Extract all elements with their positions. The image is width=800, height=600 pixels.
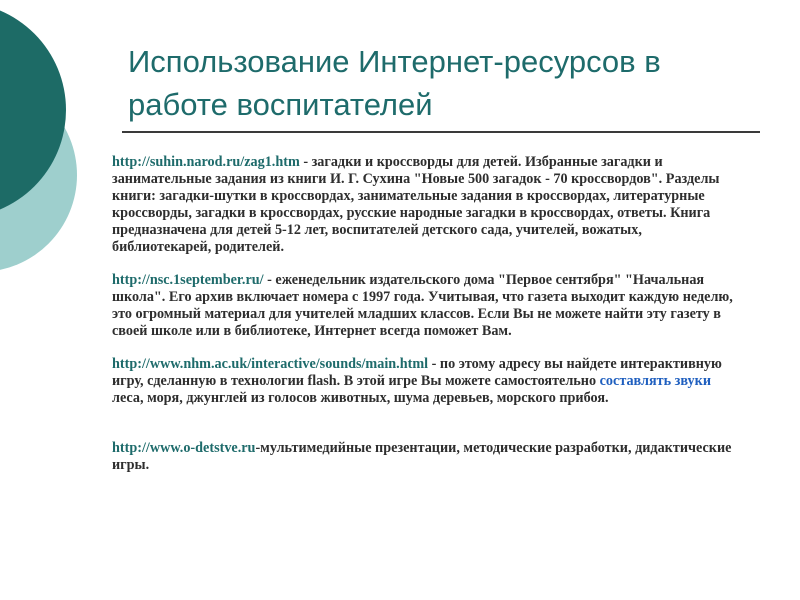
resource-description: - по этому адресу вы найдете интерактивную игру, сделанную в технологии flash. В этой игре Вы можете самостоятельно [112,356,722,389]
resource-item [112,272,742,340]
resource-link-nhm[interactable]: http://www.nhm.ac.uk/interactive/sounds/main.html [112,356,429,372]
resource-description-continued: леса, моря, джунглей из голосов животных, шума деревьев, морского прибоя. [112,390,609,406]
compose-sounds-link[interactable]: составлять звуки [599,373,711,389]
resource-item [112,440,742,474]
title-divider [122,131,760,133]
resource-description: - загадки и кроссворды для детей. Избранные загадки и занимательные задания из книги И. Г. Сухина "Новые 500 загадок - 70 кроссвордов". Разделы книги: загадки-шутки в кроссвордах, занимательные задания в кроссвордах, литературные кроссворды, загадки в кроссвордах, русские народные загадки в кроссвордах, ответы. Книга предназначена для детей 5-12 лет, воспитателей детского сада, учителей, вожатых, библиотекарей, родителей. [112,154,720,255]
decorative-circles [0,0,120,600]
resource-item [112,356,742,407]
resource-link-1september[interactable]: http://nsc.1september.ru/ [112,272,264,288]
resource-link-o-detstve[interactable]: http://www.o-detstve.ru [112,440,256,456]
resource-description: - еженедельник издательского дома "Первое сентября" "Начальная школа". Его архив включает номера с 1997 года. Учитывая, что газета выходит каждую неделю, это огромный материал для учителей младших классов. Если Вы не можете найти эту газету в своей школе или в библиотеке, Интернет всегда поможет Вам. [112,272,733,339]
slide-title: Использование Интернет-ресурсов в работе воспитателей [128,44,661,122]
resource-description: -мультимедийные презентации, методические разработки, дидактические игры. [112,440,732,473]
resource-link-suhin[interactable]: http://suhin.narod.ru/zag1.htm [112,154,300,170]
slide-body [112,154,742,474]
resource-item [112,154,742,256]
